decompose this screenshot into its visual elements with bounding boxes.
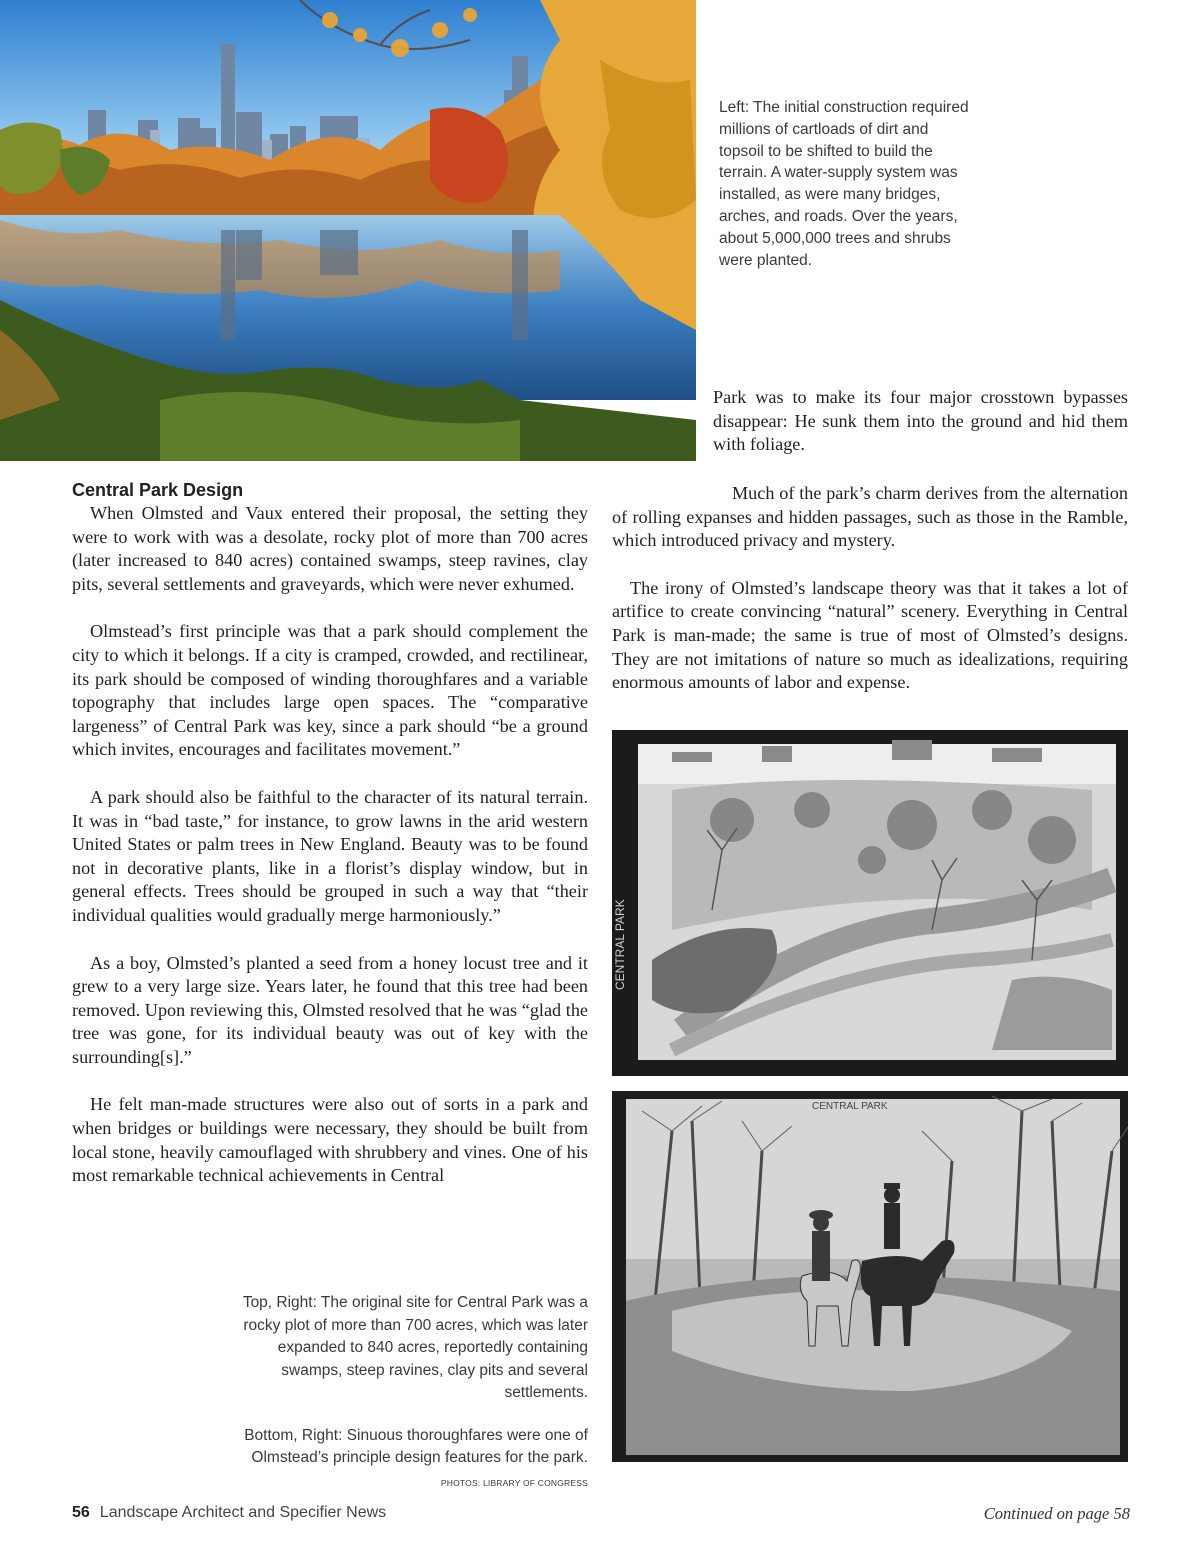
bottom-captions [220,1292,588,1494]
paragraph: He felt man-made structures were also out of sorts in a park and when bridges or buildings were necessary, they should be built from local stone, heavily camouflaged with shrubbery and vines. One of his most remarkable technical achievements in Central [72,1094,588,1186]
continued-link[interactable]: Continued on page 58 [983,1504,1130,1523]
paragraph: When Olmsted and Vaux entered their proposal, the setting they were to work with was a desolate, rocky plot of more than 700 acres (later increased to 840 acres) contained swamps, steep ravines, clay pits, several settlements and graveyards, which were never exhumed. [72,503,588,594]
left-column-body [72,502,588,1188]
paragraph: A park should also be faithful to the character of its natural terrain. It was in “bad taste,” for instance, to grow lawns in the arid western United States or palm trees in New England. Beauty was to be found not in decorative plants, like in a florist’s display window, but in general effects. Trees should be grouped in such a way that “their individual qualities would gradually merge harmoniously.” [72,786,588,925]
caption-construction: Left: The initial construction required millions of cartloads of dirt and topsoil to be shifted to build the terrain. A water-supply system was installed, as were many bridges, arches, and roads. Over the years, about 5,000,000 trees and shrubs were planted. [719,99,969,269]
page-footer-left [72,1504,386,1522]
paragraph-bypasses: Park was to make its four major crosstown bypasses disappear: He sunk them into the ground and hid them with foliage. [713,387,1128,455]
paragraph: Olmstead’s first principle was that a park should complement the city to which it belongs. If a city is cramped, crowded, and rectilinear, its park should be composed of winding thoroughfares and a variable topography that includes large open spaces. The “comparative largeness” of Central Park was key, since a park should “be a ground which invites, encourages and facilitates movement.” [72,621,588,760]
paragraph-irony: The irony of Olmsted’s landscape theory was that it takes a lot of artifice to create convincing “natural” scenery. Everything in Central Park is man-made; the same is true of most of Olmsted’s designs. They are not imitations of nature so much as idealizations, requiring enormous amounts of labor and expense. [612,577,1128,693]
paragraph: As a boy, Olmsted’s planted a seed from a honey locust tree and it grew to a very large size. Years later, he found that this tree had been removed. Upon reviewing this, Olmsted resolved that he was “glad the tree was gone, for its individual beauty was out of key with the surrounding[s].” [72,952,588,1067]
publication-name: Landscape Architect and Specifier News [99,1504,387,1521]
snow-photo-edge-label: CENTRAL PARK [613,899,627,990]
riders-photo-label: CENTRAL PARK [812,1101,888,1112]
article-left-column [72,478,588,1188]
page-number: 56 [72,1504,90,1521]
article-right-top-paragraph [713,386,1128,457]
photo-credit: PHOTOS: LIBRARY OF CONGRESS [440,1477,588,1488]
historic-riders-photo [612,1091,1128,1462]
caption-original-site: Top, Right: The original site for Central Park was a rocky plot of more than 700 acres, which was later expanded to 840 acres, reportedly containing swamps, steep ravines, clay pits and several settlements. [242,1294,588,1401]
caption-thoroughfares: Bottom, Right: Sinuous thoroughfares were one of Olmstead’s principle design features for the park. [244,1426,588,1466]
historic-snow-photo [612,730,1128,1076]
paragraph-ramble: Much of the park’s charm derives from the alternation of rolling expanses and hidden passages, such as those in the Ramble, which introduced privacy and mystery. [612,483,1128,551]
article-right-column [612,482,1128,695]
autumn-lake-photo [0,0,696,461]
section-heading: Central Park Design [72,480,244,500]
